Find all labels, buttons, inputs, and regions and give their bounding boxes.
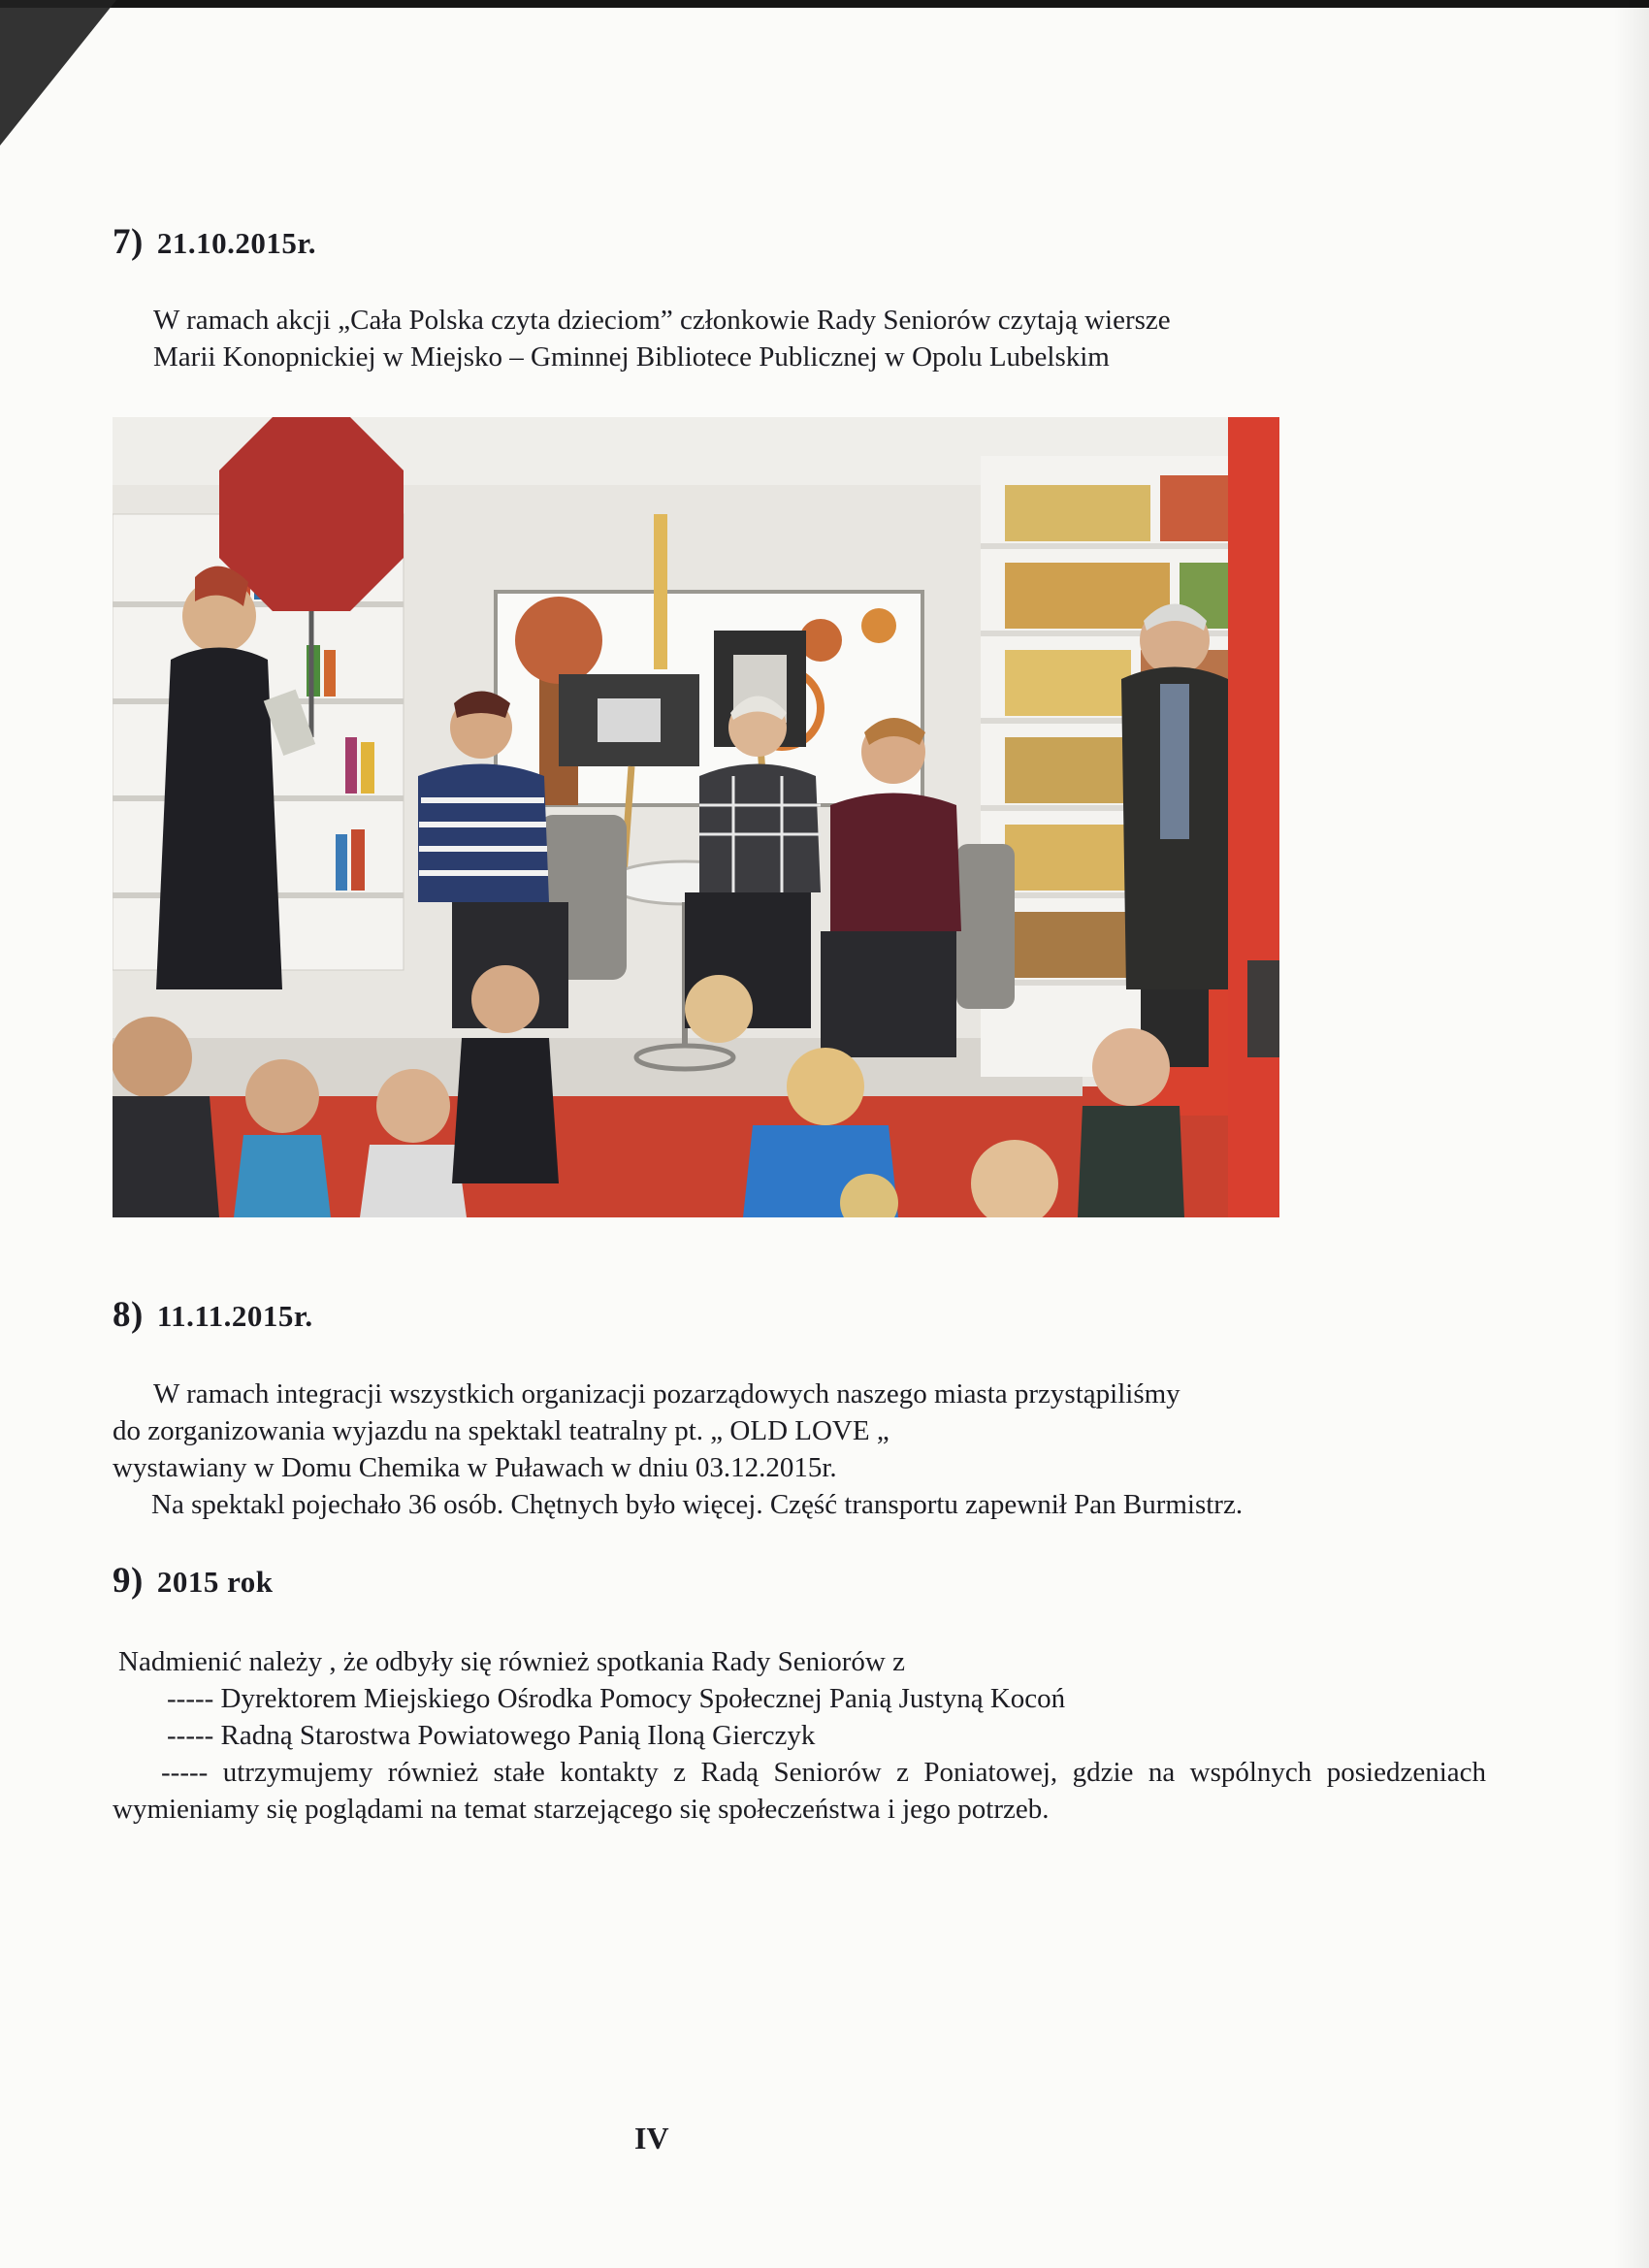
section-9-heading — [113, 1560, 274, 1602]
paragraph-line: W ramach akcji „Cała Polska czyta dzieciom” członkowie Rady Seniorów czytają wiersze — [153, 305, 1171, 336]
section-number: 7) — [113, 222, 144, 262]
paragraph-line: ----- Dyrektorem Miejskiego Ośrodka Pomocy Społecznej Panią Justyną Kocoń — [167, 1683, 1066, 1714]
paragraph-line: ----- utrzymujemy również stałe kontakty z Radą Seniorów z Poniatowej, gdzie na wspólnych posiedzeniach wymieniamy się poglądami na temat starzejącego się społeczeństwa i jego potrzeb. — [113, 1757, 1486, 1825]
section-8-paragraph — [113, 1376, 1243, 1523]
section-number: 9) — [113, 1561, 144, 1601]
section-7-heading — [113, 221, 316, 263]
section-7-paragraph — [153, 302, 1171, 375]
scan-edge-right — [1614, 0, 1649, 2268]
scan-corner-shadow — [0, 0, 116, 146]
section-number: 8) — [113, 1295, 144, 1335]
paragraph-line: Nadmienić należy , że odbyły się również spotkania Rady Seniorów z — [118, 1646, 905, 1677]
scan-edge-top — [0, 0, 1649, 8]
section-8-heading — [113, 1294, 313, 1336]
section-date: 11.11.2015r. — [156, 1299, 313, 1333]
section-date: 21.10.2015r. — [156, 226, 316, 260]
paragraph-line: Marii Konopnickiej w Miejsko – Gminnej Bibliotece Publicznej w Opolu Lubelskim — [153, 341, 1110, 373]
paragraph-line: ----- Radną Starostwa Powiatowego Panią Iloną Gierczyk — [167, 1720, 816, 1751]
paragraph-line: wystawiany w Domu Chemika w Puławach w dniu 03.12.2015r. — [113, 1452, 837, 1483]
paragraph-line: do zorganizowania wyjazdu na spektakl teatralny pt. „ OLD LOVE „ — [113, 1415, 889, 1446]
paragraph-line: Na spektakl pojechało 36 osób. Chętnych było więcej. Część transportu zapewnił Pan Burmistrz. — [151, 1489, 1244, 1520]
library-reading-photo — [113, 417, 1279, 1217]
page-number: IV — [634, 2121, 669, 2155]
section-9-paragraph — [113, 1643, 1486, 1828]
section-date: 2015 rok — [156, 1565, 274, 1599]
paragraph-line: W ramach integracji wszystkich organizacji pozarządowych naszego miasta przystąpiliśmy — [153, 1378, 1180, 1409]
